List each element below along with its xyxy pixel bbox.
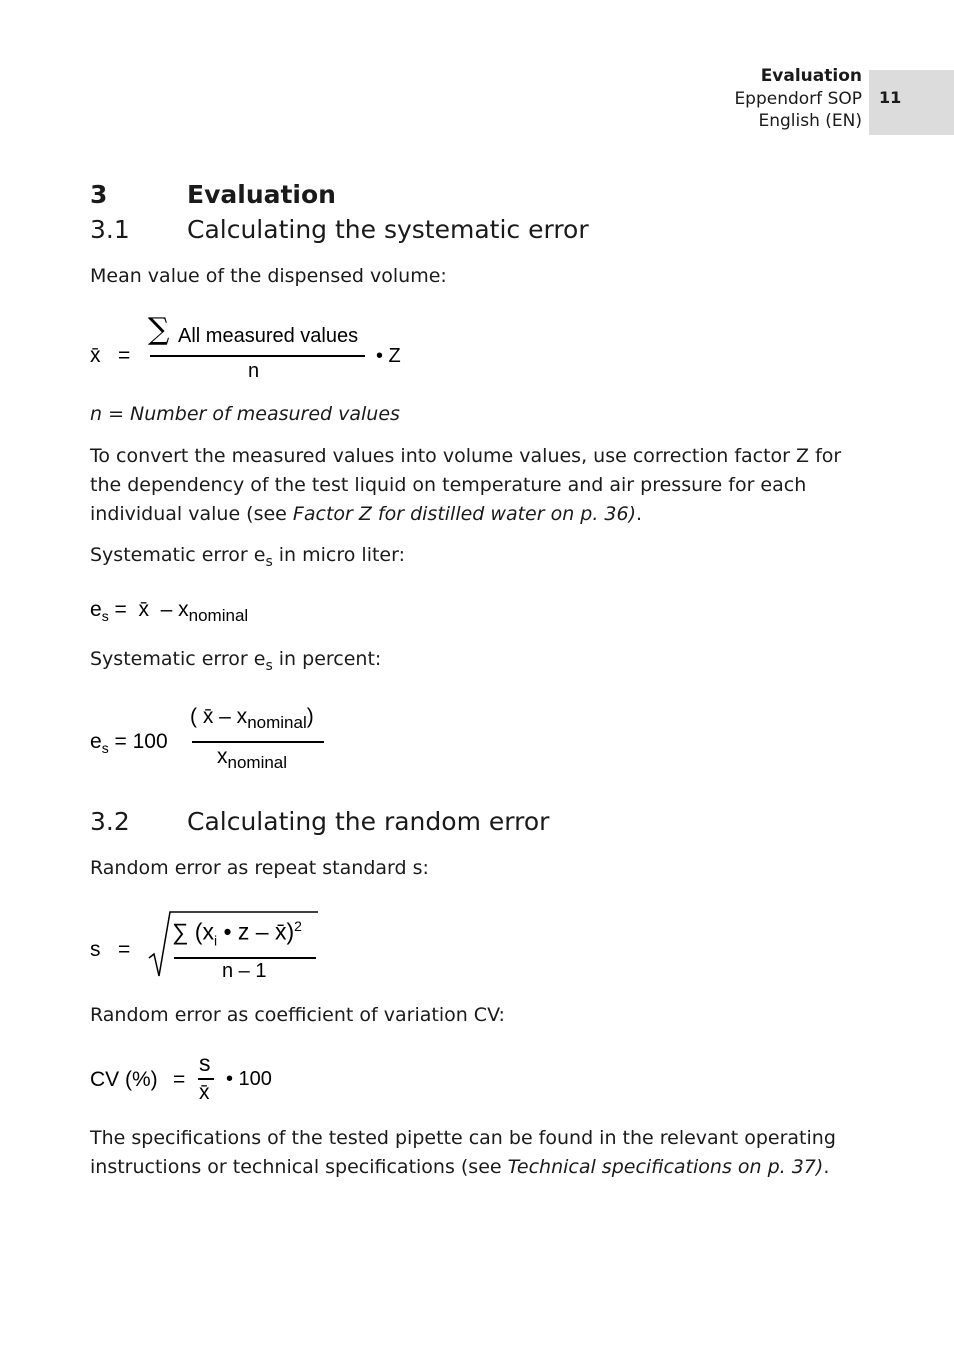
es-pct-numerator	[190, 705, 314, 733]
convert-text: To convert the measured values into volume values, use correction factor Z for the dependency of the test liquid on temperature and air pressure for each individual value (see	[90, 445, 842, 525]
cv-fraction-line	[198, 1078, 214, 1080]
mean-eq: =	[118, 344, 131, 367]
es-abs-sub: s	[101, 608, 109, 625]
spec-paragraph	[90, 1124, 860, 1182]
cv-eq: =	[173, 1068, 186, 1091]
s-lhs: s	[90, 938, 101, 961]
systematic-ul-intro	[90, 541, 860, 577]
factor-z-reference[interactable]: Factor Z for distilled water on p. 36)	[292, 503, 637, 525]
es-pct-e: e	[90, 730, 102, 753]
s-num-exp: 2	[294, 918, 302, 934]
s-num-i: i	[213, 932, 218, 949]
section-3-2-title: Calculating the random error	[187, 807, 550, 836]
es-abs-nominal: nominal	[188, 606, 249, 626]
s-num-b: • z – x̄)	[217, 918, 295, 945]
es-pct-num-open: ( x̄ – x	[190, 705, 248, 728]
es-pct-num-close: )	[306, 705, 314, 728]
cv-lhs: CV (%)	[90, 1068, 158, 1091]
formula-es-absolute	[90, 598, 248, 626]
header-language: English (EN)	[758, 111, 862, 131]
header-document: Eppendorf SOP	[734, 89, 862, 109]
sys-ul-post: in micro liter:	[272, 544, 406, 566]
page-number-tab	[869, 70, 954, 135]
cv-numerator: s	[199, 1050, 211, 1076]
section-3-2-number: 3.2	[90, 807, 130, 836]
mean-denominator: n	[248, 360, 260, 382]
spec-end: .	[823, 1156, 830, 1178]
chapter-title: Evaluation	[187, 180, 336, 209]
sys-ul-pre: Systematic error e	[90, 544, 266, 566]
sys-pct-sub: s	[265, 657, 273, 674]
s-numerator	[172, 918, 302, 948]
mean-intro: Mean value of the dispensed volume:	[90, 265, 447, 287]
chapter-number: 3	[90, 180, 108, 209]
tech-spec-reference[interactable]: Technical specifications on p. 37)	[507, 1156, 824, 1178]
es-pct-num-nominal: nominal	[247, 713, 307, 733]
formula-es-percent-lhs	[90, 730, 168, 756]
es-pct-den-x: x	[217, 745, 228, 768]
cv-denominator: x̄	[199, 1081, 210, 1104]
section-3-1-number: 3.1	[90, 215, 130, 244]
spec-text: The specifications of the tested pipette can be found in the relevant operating instructions or technical specifications (see	[90, 1127, 836, 1178]
mean-lhs: x̄	[90, 344, 101, 367]
sigma-symbol: ∑	[148, 312, 170, 347]
es-abs-mid: = x̄ – x	[108, 598, 189, 621]
sys-ul-sub: s	[265, 553, 273, 570]
s-num-a: ∑ (x	[172, 918, 214, 945]
header-section: Evaluation	[760, 66, 862, 86]
cv-factor: • 100	[226, 1068, 272, 1090]
mean-factor: • Z	[376, 345, 401, 367]
es-pct-fraction-line	[192, 741, 324, 743]
es-pct-den-nominal: nominal	[227, 753, 288, 773]
es-abs-e: e	[90, 598, 102, 621]
es-pct-denominator	[217, 745, 287, 773]
s-eq: =	[118, 938, 131, 961]
systematic-pct-intro	[90, 645, 860, 681]
sys-pct-pre: Systematic error e	[90, 648, 266, 670]
page-number: 11	[879, 88, 902, 107]
n-definition: n = Number of measured values	[90, 403, 400, 425]
convert-end: .	[636, 503, 643, 525]
es-pct-eq: = 100	[108, 730, 168, 753]
section-3-1-title: Calculating the systematic error	[187, 215, 589, 244]
random-cv-intro: Random error as coefficient of variation CV:	[90, 1004, 505, 1026]
mean-numerator: All measured values	[178, 325, 359, 347]
random-s-intro: Random error as repeat standard s:	[90, 857, 429, 879]
s-denominator: n – 1	[222, 960, 267, 982]
es-pct-sub: s	[101, 740, 109, 757]
convert-paragraph	[90, 442, 860, 529]
sys-pct-post: in percent:	[272, 648, 382, 670]
s-fraction-line	[174, 957, 316, 959]
mean-fraction-line	[150, 355, 365, 357]
